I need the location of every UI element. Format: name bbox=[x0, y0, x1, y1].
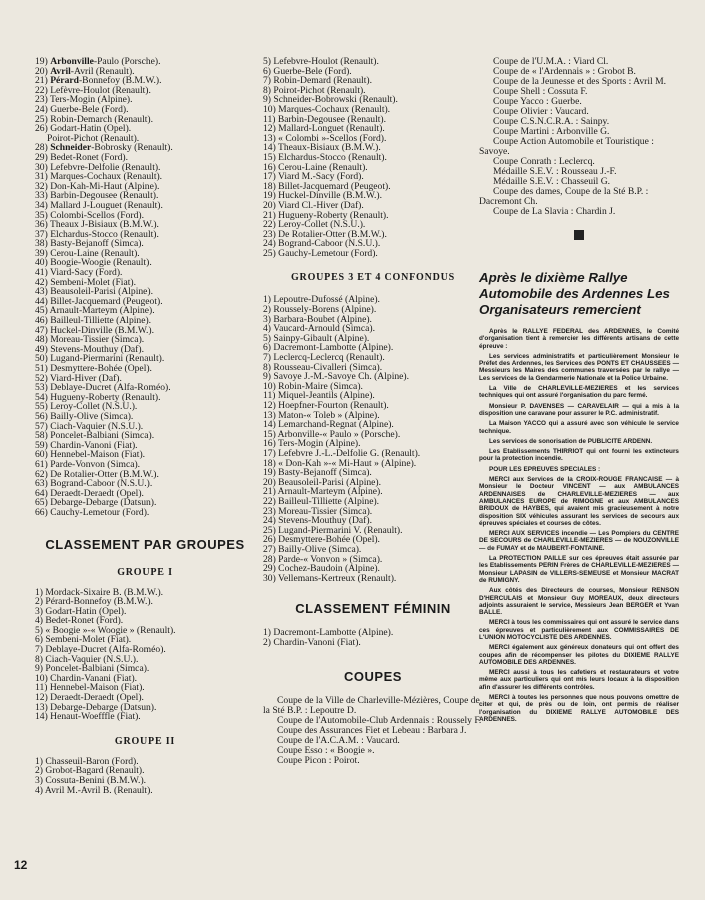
announcement-paragraph: Les services de sonorisation de PUBLICITE ARDENN. bbox=[489, 437, 653, 445]
groupe2-continued-list bbox=[263, 57, 483, 258]
entrant-name-bold: Pérard bbox=[50, 75, 79, 87]
section-divider-square bbox=[574, 230, 584, 240]
list-item: Coupe des Assurances Fiet et Lebeau : Barbara J. bbox=[277, 725, 467, 737]
list-item: 47) Huckel-Dinville (B.M.W.). bbox=[35, 324, 155, 336]
list-item: 30) Vellemans-Kertreux (Renault). bbox=[263, 572, 397, 584]
list-item: 6) Dacremont-Lambotte (Alpine). bbox=[263, 342, 394, 354]
announcement-paragraph: MERCI à toutes les personnes que nous pouvons omettre de citer et qui, de près ou de loin, ont permis de réaliser l'organisation du DIXIEME RALLYE AUTOMOBILE DES ARDENNES. bbox=[479, 694, 679, 723]
list-item: 3) Barbara-Boubet (Alpine). bbox=[263, 313, 372, 325]
list-item: 9) Schneider-Bobrowski (Renault). bbox=[263, 94, 398, 106]
list-item: Coupe Martini : Arbonville G. bbox=[493, 126, 610, 137]
list-item: 26) Desmyttere-Bohée (Opel). bbox=[263, 534, 380, 546]
list-item: 35) Colombi-Scellos (Ford). bbox=[35, 209, 144, 221]
list-item: 44) Billet-Jacquemard (Peugeot). bbox=[35, 295, 163, 307]
coupes-list-continued bbox=[479, 57, 679, 217]
list-item: 1) Mordack-Sixaire B. (B.M.W.). bbox=[35, 586, 164, 598]
list-item: 59) Chardin-Vanoni (Fiat). bbox=[35, 439, 138, 451]
list-item: 11) Barbin-Degousee (Renault). bbox=[263, 113, 386, 125]
list-item: 20) Avril-Avril (Renault). bbox=[35, 65, 135, 77]
list-item: Coupe de la Ville de Charleville-Mézières, Coupe de la Sté B.P. : Lepoutre D. bbox=[263, 695, 480, 717]
list-item: Coupe de l'U.M.A. : Viard Cl. bbox=[493, 56, 609, 67]
announcement-paragraph: MERCI également aux généreux donateurs qui ont offert des coupes afin de récompenser les pilotes du DIXIEME RALLYE AUTOMOBILE DES ARDENNES. bbox=[479, 644, 679, 666]
list-item: Coupe de « l'Ardennais » : Grobot B. bbox=[493, 66, 636, 77]
list-item: 28) Schneider-Bobrosky (Renault). bbox=[35, 142, 173, 154]
general-classification-list bbox=[35, 57, 255, 518]
list-item: 55) Leroy-Collet (N.S.U.). bbox=[35, 401, 138, 413]
list-item: 24) Bogrand-Caboor (N.S.U.). bbox=[263, 238, 381, 250]
list-item: 19) Huckel-Dinville (B.M.W.). bbox=[263, 190, 383, 202]
list-item: 4) Avril M.-Avril B. (Renault). bbox=[35, 784, 153, 796]
list-item: 7) Leclercq-Leclercq (Renault). bbox=[263, 352, 385, 364]
list-item: 1) Chasseuil-Baron (Ford). bbox=[35, 755, 139, 767]
announcement-paragraph: La Ville de CHARLEVILLE-MEZIERES et les services techniques qui ont assuré l'organisation du parc fermé. bbox=[479, 385, 679, 400]
list-item: Coupe des dames, Coupe de la Sté B.P. : Dacremont Ch. bbox=[479, 186, 649, 207]
list-item: 3) Cossuta-Benini (B.M.W.). bbox=[35, 775, 147, 786]
list-item: 14) Lemarchand-Regnat (Alpine). bbox=[263, 419, 394, 431]
list-item: 25) Robin-Demarch (Renault). bbox=[35, 113, 154, 125]
list-item: 58) Poncelet-Balbiani (Simca). bbox=[35, 430, 155, 442]
coupes-list bbox=[263, 696, 483, 766]
list-item: 52) Viard-Hiver (Daf). bbox=[35, 372, 122, 384]
list-item: 6) Sembeni-Molet (Fiat). bbox=[35, 634, 132, 646]
list-item: 18) « Don-Kah »-« Mi-Haut » (Alpine). bbox=[263, 457, 417, 469]
list-item: 66) Cauchy-Lemetour (Ford). bbox=[35, 506, 150, 518]
list-item: 34) Mallard J-Louguet (Renault). bbox=[35, 199, 163, 211]
list-item: 1) Dacremont-Lambotte (Alpine). bbox=[263, 627, 394, 639]
list-item: 6) Guerbe-Bele (Ford). bbox=[263, 65, 352, 77]
list-item: 16) Ters-Mogin (Alpine). bbox=[263, 438, 361, 450]
list-item: 36) Theaux J-Bisiaux (B.M.W.). bbox=[35, 219, 159, 231]
list-item: 41) Viard-Sacy (Ford). bbox=[35, 267, 123, 279]
announcement-paragraph: MERCI à tous les commissaires qui ont assuré le service dans ces épreuves et particulièrement aux COMMISSAIRES DE L'UNION MOTOCYCLISTE DES ARDENNES. bbox=[479, 619, 679, 641]
list-item: Coupe de l'A.C.A.M. : Vaucard. bbox=[277, 735, 400, 747]
list-item: 12) Mallard-Longuet (Renault). bbox=[263, 123, 385, 135]
list-item: 42) Sembeni-Molet (Fiat). bbox=[35, 276, 136, 288]
list-item: Médaille S.E.V. : Chasseuil G. bbox=[493, 176, 611, 187]
list-item: 4) Bedet-Ronet (Ford). bbox=[35, 615, 124, 627]
announcement-title: Après le dixième Rallye Automobile des Ardennes Les Organisateurs remercient bbox=[479, 270, 670, 317]
list-item: 22) Leroy-Collet (N.S.U.). bbox=[263, 219, 366, 231]
list-item: 22) Bailleul-Tilliette (Alpine). bbox=[263, 495, 380, 507]
list-item: 19) Basty-Bejanoff (Simca). bbox=[263, 467, 372, 479]
announcement-paragraph: MERCI aux Services de la CROIX-ROUGE FRANCAISE — à Monsieur le Docteur VINCENT — aux AMBULANCES ARDENNAISES de CHARLEVILLE-MEZIERES — aux AMBULANCES EUROPE de RIMOGNE et aux AMBULANCES BRIDOUX de HAYBES, qui avaient mis gracieusement à notre disposition SIX véhicules assurant les services de secours aux épreuves spéciales et courses de côtes. bbox=[479, 476, 679, 527]
classement-groupes-title: CLASSEMENT PAR GROUPES bbox=[45, 536, 245, 552]
groupe2-list bbox=[35, 757, 255, 795]
list-item: 13) Maton-« Toleb » (Alpine). bbox=[263, 409, 380, 421]
list-item: 24) Stevens-Mouthuy (Daf). bbox=[263, 515, 372, 527]
announcement-paragraph: La PROTECTION PAILLE sur ces épreuves était assurée par les Etablissements PERIN Frères de CHARLEVILLE-MEZIERES — Monsieur LAPASIN de VILLERS-SEMEUSE et Monsieur MACRAT de RUMIGNY. bbox=[479, 555, 679, 584]
list-item: Coupe Esso : « Boogie ». bbox=[277, 745, 375, 757]
list-item: 7) Robin-Demard (Renault). bbox=[263, 75, 372, 87]
list-item: 9) Poncelet-Balbiani (Simca). bbox=[35, 663, 150, 675]
column-3 bbox=[479, 57, 679, 726]
announcement-paragraph: MERCI aussi à tous les cafetiers et restaurateurs et votre même aux particuliers qui ont mis leurs locaux à la disposition afin d'assurer les différents contrôles. bbox=[479, 669, 679, 691]
list-item: Coupe de La Slavia : Chardin J. bbox=[493, 206, 616, 217]
list-item: 37) Elchardus-Stocco (Renault). bbox=[35, 228, 159, 240]
list-item: Coupe de la Jeunesse et des Sports : Avril M. bbox=[493, 76, 667, 87]
list-item: 62) De Rotalier-Otter (B.M.W.). bbox=[35, 468, 159, 480]
list-item: 26) Godart-Hatin (Opel). bbox=[35, 123, 132, 135]
list-item: 5) « Boogie »-« Woogie » (Renault). bbox=[35, 624, 176, 636]
list-item: 16) Cerou-Laine (Renault). bbox=[263, 161, 368, 173]
entrant-name-bold: Schneider bbox=[50, 142, 92, 154]
list-item: 65) Debarge-Debarge (Datsun). bbox=[35, 497, 157, 509]
list-item: 51) Desmyttere-Bohée (Opel). bbox=[35, 363, 152, 374]
list-item: Coupe C.S.N.C.R.A. : Sainpy. bbox=[493, 116, 610, 127]
list-item: 60) Hennebel-Maison (Fiat). bbox=[35, 449, 146, 461]
list-item: 5) Sainpy-Gibault (Alpine). bbox=[263, 332, 370, 344]
list-item: 50) Lugand-Piermarini (Renault). bbox=[35, 353, 165, 365]
list-item: 21) Hugueny-Roberty (Renault). bbox=[263, 209, 389, 221]
list-item: 29) Cochez-Baudoin (Alpine). bbox=[263, 563, 380, 575]
list-item: 43) Beausoleil-Parisi (Alpine). bbox=[35, 286, 154, 298]
list-item: 19) Arbonville-Paulo (Porsche). bbox=[35, 56, 161, 67]
list-item: 45) Arnault-Marteym (Alpine). bbox=[35, 305, 155, 317]
list-item: 14) Theaux-Bisiaux (B.M.W.). bbox=[263, 142, 381, 154]
list-item: 33) Barbin-Degousee (Renault). bbox=[35, 190, 159, 202]
list-item: 12) Deraedt-Deraedt (Opel). bbox=[35, 692, 144, 704]
list-item: 13) Debarge-Debarge (Datsun). bbox=[35, 701, 157, 713]
list-item: 25) Gauchy-Lemetour (Ford). bbox=[263, 247, 378, 259]
list-item: 61) Parde-Vonvon (Simca). bbox=[35, 458, 141, 470]
list-item: 40) Boogie-Woogie (Renault). bbox=[35, 257, 152, 269]
announcement-paragraph: Les services administratifs et particulièrement Monsieur le Préfet des Ardennes, les Services des PONTS ET CHAUSSEES — Messieurs les Maires des communes traversées par le rallye — Les services de la Gendarmerie Nationale et la Police Urbaine. bbox=[479, 352, 679, 382]
list-item: Médaille S.E.V. : Rousseau J.-F. bbox=[493, 166, 617, 177]
list-item: Coupe Yacco : Guerbe. bbox=[493, 96, 582, 107]
list-item: Coupe Shell : Cossuta F. bbox=[493, 86, 588, 97]
groupes34-title: GROUPES 3 ET 4 CONFONDUS bbox=[290, 272, 456, 284]
list-item: 39) Cerou-Laine (Renault). bbox=[35, 247, 140, 259]
list-item: Coupe de l'Automobile-Club Ardennais : Roussely F. bbox=[277, 715, 482, 727]
list-item: 49) Stevens-Mouthuy (Daf). bbox=[35, 343, 144, 355]
announcement-paragraph: Aux côtés des Directeurs de courses, Monsieur RENSON D'HERCULAIS et Monsieur Guy MOREAUX, deux directeurs adjoints assuraient le service, Messieurs Jean BERGER et Yvan BALLE. bbox=[479, 587, 679, 617]
list-item: 20) Beausoleil-Parisi (Alpine). bbox=[263, 476, 382, 488]
coupes-title: COUPES bbox=[344, 669, 402, 685]
list-item: 53) Deblaye-Ducret (Alfa-Roméo). bbox=[35, 382, 171, 394]
list-item: 31) Marques-Cochaux (Renault). bbox=[35, 171, 163, 183]
list-item: 15) Elchardus-Stocco (Renault). bbox=[263, 151, 387, 163]
list-item: 11) Hennebel-Maison (Fiat). bbox=[35, 682, 145, 694]
list-item: 20) Viard Cl.-Hiver (Daf). bbox=[263, 199, 364, 211]
list-item: 32) Don-Kah-Mi-Haut (Alpine). bbox=[35, 180, 160, 192]
list-item: 8) Rousseau-Civalleri (Simca). bbox=[263, 361, 383, 373]
announcement-paragraph: Les Etablissements THIRRIOT qui ont fourni les extincteurs pour la protection incendie. bbox=[479, 448, 679, 463]
feminin-title: CLASSEMENT FÉMININ bbox=[295, 601, 451, 617]
list-item: 2) Chardin-Vanoni (Fiat). bbox=[263, 636, 361, 648]
list-item: 2) Roussely-Borens (Alpine). bbox=[263, 304, 377, 316]
announcement-paragraph: Après le RALLYE FEDERAL des ARDENNES, le Comité d'organisation tient à remercier les différents artisans de cette épreuve : bbox=[479, 328, 679, 350]
list-item: 5) Lefebvre-Houlot (Renault). bbox=[263, 56, 379, 67]
list-item: 8) Ciach-Vaquier (N.S.U.). bbox=[35, 653, 139, 665]
list-item: 56) Bailly-Olive (Simca). bbox=[35, 410, 134, 422]
list-item: 25) Lugand-Piermarini V. (Renault). bbox=[263, 524, 403, 536]
list-item: 23) Ters-Mogin (Alpine). bbox=[35, 94, 133, 106]
list-item: 21) Arnault-Marteym (Alpine). bbox=[263, 486, 383, 498]
list-item: 17) Lefebvre J.-L.-Delfolie G. (Renault). bbox=[263, 447, 421, 459]
list-item: 38) Basty-Bejanoff (Simca). bbox=[35, 238, 144, 250]
groupe1-list bbox=[35, 588, 255, 722]
list-item: 46) Bailleul-Tilliette (Alpine). bbox=[35, 315, 152, 327]
list-item: 57) Ciach-Vaquier (N.S.U.). bbox=[35, 420, 144, 432]
list-item: 10) Chardin-Vanani (Fiat). bbox=[35, 672, 138, 684]
groupe1-title: GROUPE I bbox=[117, 566, 173, 578]
list-item: 48) Moreau-Tissier (Simca). bbox=[35, 334, 145, 346]
list-item: 23) De Rotalier-Otter (B.M.W.). bbox=[263, 228, 387, 240]
list-item: 24) Guerbe-Bele (Ford). bbox=[35, 103, 129, 115]
list-item: Coupe Conrath : Leclercq. bbox=[493, 156, 595, 167]
list-item: 17) Viard M.-Sacy (Ford). bbox=[263, 171, 364, 183]
list-item: 13) « Colombi »-Scellos (Ford). bbox=[263, 132, 387, 144]
list-item: 27) Bailly-Olive (Simca). bbox=[263, 543, 362, 555]
list-item: 12) Hoepfner-Fourton (Renault). bbox=[263, 400, 389, 411]
list-item: 22) Lefèvre-Houlot (Renault). bbox=[35, 84, 151, 96]
list-item: 28) Parde-« Vonvon » (Simca). bbox=[263, 553, 383, 565]
list-item: 23) Moreau-Tissier (Simca). bbox=[263, 505, 373, 517]
groupe2-title: GROUPE II bbox=[114, 735, 176, 747]
list-item: 63) Bogrand-Caboor (N.S.U.). bbox=[35, 478, 153, 490]
list-item: 18) Billet-Jacquemard (Peugeot). bbox=[263, 180, 391, 192]
list-item: Coupe Picon : Poirot. bbox=[277, 755, 360, 767]
list-item: Coupe Olivier : Vaucard. bbox=[493, 106, 589, 117]
list-item: 2) Grobot-Bagard (Renault). bbox=[35, 765, 145, 777]
list-item: 10) Robin-Maire (Simca). bbox=[263, 380, 363, 392]
groupes34-list bbox=[263, 295, 483, 583]
announcement-paragraph: POUR LES EPREUVES SPECIALES : bbox=[489, 465, 601, 473]
list-item: 2) Pérard-Bonnefoy (B.M.W.). bbox=[35, 596, 153, 608]
column-2 bbox=[263, 57, 483, 766]
list-item: 3) Godart-Hatin (Opel). bbox=[35, 605, 127, 617]
list-item: 1) Lepoutre-Dufossé (Alpine). bbox=[263, 294, 380, 306]
feminin-list bbox=[263, 628, 483, 647]
announcement-body bbox=[479, 328, 679, 723]
list-item: Poirot-Pichot (Renault). bbox=[47, 132, 140, 144]
list-item: 11) Miquel-Jeantils (Alpine). bbox=[263, 390, 375, 402]
list-item: 7) Deblaye-Ducret (Alfa-Roméo). bbox=[35, 644, 166, 656]
entrant-name-bold: Avril bbox=[50, 65, 71, 77]
column-1 bbox=[35, 57, 255, 795]
list-item: 8) Poirot-Pichot (Renault). bbox=[263, 84, 366, 96]
page-number: 12 bbox=[14, 858, 28, 872]
list-item: 30) Lefebvre-Delfolie (Renault). bbox=[35, 161, 161, 173]
announcement-paragraph: Monsieur P. DAVENSES — CARAVELAIR — qui a mis à la disposition une caravane pour assurer le P.C. administratif. bbox=[479, 402, 679, 417]
announcement-paragraph: La Maison YACCO qui a assuré avec son véhicule le service technique. bbox=[479, 420, 679, 435]
list-item: 29) Bedet-Ronet (Ford). bbox=[35, 151, 128, 163]
list-item: 10) Marques-Cochaux (Renault). bbox=[263, 103, 391, 115]
list-item: 14) Henaut-Woefffle (Fiat). bbox=[35, 711, 141, 723]
list-item: 9) Savoye J.-M.-Savoye Ch. (Alpine). bbox=[263, 371, 410, 383]
entrant-name-bold: Arbonville bbox=[50, 56, 94, 67]
list-item: 21) Pérard-Bonnefoy (B.M.W.). bbox=[35, 75, 162, 87]
list-item: 54) Hugueny-Roberty (Renault). bbox=[35, 391, 161, 403]
list-item: 4) Vaucard-Arnould (Simca). bbox=[263, 323, 375, 335]
list-item: Coupe Action Automobile et Touristique : Savoye. bbox=[479, 136, 654, 157]
list-item: 64) Deraedt-Deraedt (Opel). bbox=[35, 487, 144, 499]
announcement-paragraph: MERCI AUX SERVICES incendie — Les Pompiers du CENTRE DE SECOURS de CHARLEVILLE-MEZIERES — de NOUZONVILLE — de FUMAY et de MAUBERT-FONTAINE. bbox=[479, 530, 679, 552]
list-item: 15) Arbonville-« Paulo » (Porsche). bbox=[263, 428, 401, 440]
